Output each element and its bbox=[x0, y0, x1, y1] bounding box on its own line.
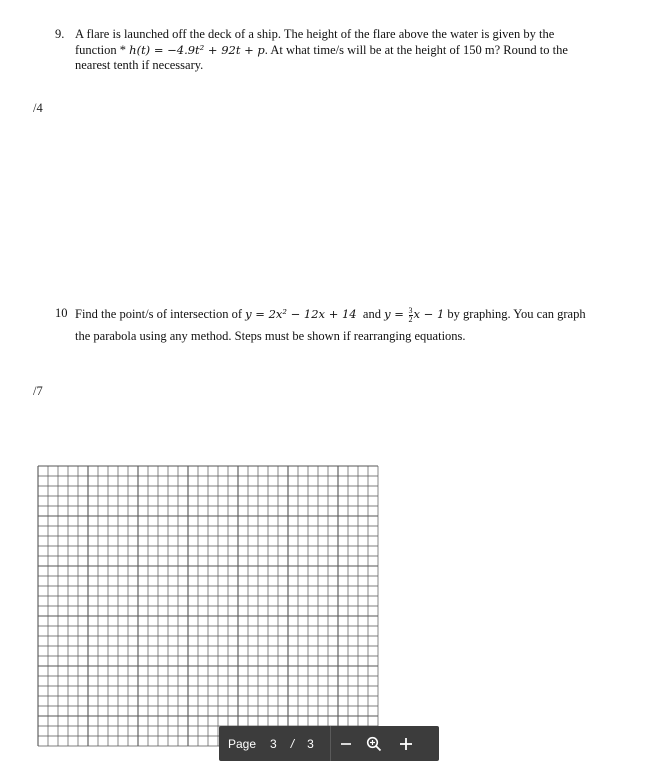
fraction bbox=[409, 307, 413, 324]
question-number: 10 bbox=[55, 306, 68, 320]
line-text: and bbox=[356, 307, 385, 321]
question-line-1: A flare is launched off the deck of a ship. The height of the flare above the water is given by the bbox=[75, 27, 555, 41]
parabola-equation: y = 2x² − 12x + 14 bbox=[245, 307, 357, 321]
plus-icon bbox=[399, 737, 413, 751]
line-text: . At what time/s will be at the height of 150 m? Round to the bbox=[264, 42, 568, 57]
line-equation-left: y = bbox=[384, 307, 408, 321]
question-line-2 bbox=[75, 43, 568, 59]
page-separator: / bbox=[290, 736, 295, 751]
line-text: function * bbox=[75, 42, 130, 57]
line-text: Find the point/s of intersection of bbox=[75, 307, 246, 321]
height-equation: h(t) = −4.9t² + 92t + p bbox=[129, 42, 265, 57]
question-line-1 bbox=[75, 303, 586, 325]
question-line-2: the parabola using any method. Steps must be shown if rearranging equations. bbox=[75, 329, 466, 343]
marks-question-9: /4 bbox=[33, 101, 43, 115]
fraction-denominator: 2 bbox=[408, 314, 413, 324]
question-number: 9. bbox=[55, 27, 65, 41]
line-equation-right: x − 1 bbox=[413, 307, 445, 321]
page-label: Page bbox=[228, 736, 257, 751]
marks-question-10: /7 bbox=[33, 384, 43, 398]
question-text bbox=[75, 27, 568, 74]
fraction-numerator: 3 bbox=[408, 305, 413, 315]
question-text bbox=[75, 303, 586, 347]
zoom-fit-button[interactable] bbox=[361, 726, 387, 761]
zoom-in-button[interactable] bbox=[391, 726, 421, 761]
minus-icon bbox=[339, 737, 353, 751]
line-text: by graphing. You can graph bbox=[444, 307, 586, 321]
question-line-3: nearest tenth if necessary. bbox=[75, 58, 204, 72]
graph-paper-grid bbox=[37, 465, 379, 747]
current-page-number[interactable]: 3 bbox=[270, 736, 277, 751]
total-pages: 3 bbox=[307, 736, 314, 751]
zoom-out-button[interactable] bbox=[331, 726, 361, 761]
magnifier-icon bbox=[366, 736, 382, 752]
pdf-viewer-toolbar bbox=[219, 726, 439, 761]
